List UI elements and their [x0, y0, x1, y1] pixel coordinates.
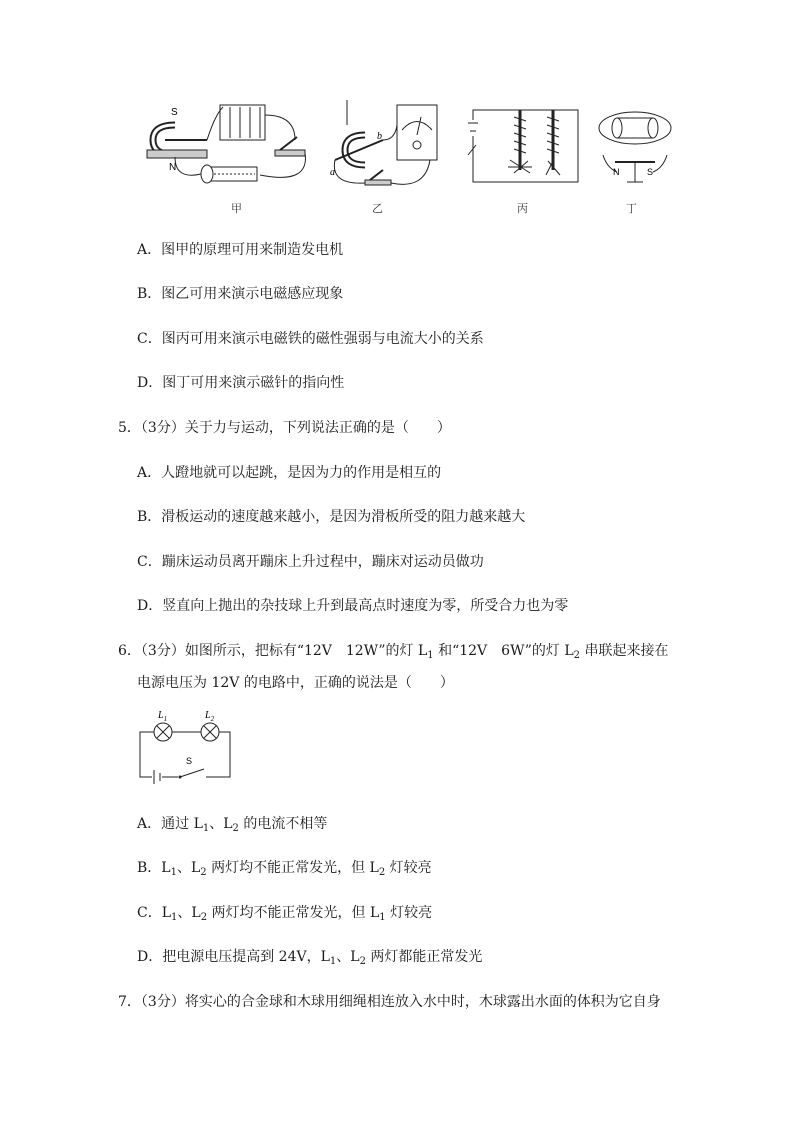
option-text: 两灯均不能正常发光，但 L [206, 860, 379, 876]
option-letter: D． [137, 598, 163, 614]
option-text: L [161, 905, 172, 921]
subscript: 1 [427, 650, 434, 661]
figure-ding [595, 100, 675, 190]
option-letter: D． [137, 949, 163, 965]
option-letter: B． [137, 860, 162, 876]
q4-option-d [137, 373, 344, 393]
q6-option-c [137, 903, 432, 923]
subscript: 2 [573, 650, 581, 661]
q5-option-b [137, 507, 525, 527]
q6-stem-line1 [118, 641, 668, 661]
q6-option-d [137, 947, 482, 967]
option-text: 图甲的原理可用来制造发电机 [161, 242, 344, 258]
q4-option-b [137, 284, 343, 304]
subscript: 2 [232, 823, 239, 834]
lamp-l1-label: $L_1$ [158, 710, 168, 723]
figure-yi [325, 95, 445, 205]
q6-option-b [137, 858, 432, 878]
option-text: 灯较亮 [385, 860, 432, 876]
q6-stem-part: 6．（3分）如图所示，把标有“12V 12W”的灯 L [118, 643, 428, 659]
figure-bing-label: 丙 [517, 202, 528, 215]
needle-n-label: N [613, 167, 620, 177]
subscript: 2 [200, 912, 208, 923]
subscript: 1 [379, 912, 386, 923]
q5-stem: 5．（3分）关于力与运动，下列说法正确的是（ ） [118, 420, 451, 436]
switch-label: S [186, 756, 193, 766]
option-text: 图丁可用来演示磁针的指向性 [162, 375, 345, 391]
q4-option-c [137, 329, 484, 349]
option-letter: B． [137, 286, 162, 302]
option-letter: A． [137, 816, 162, 832]
option-letter: C． [137, 331, 162, 347]
option-letter: C． [137, 554, 162, 570]
figure-yi-label: 乙 [372, 202, 383, 215]
q6-stem-line2: 电源电压为 12V 的电路中，正确的说法是（ ） [137, 675, 454, 691]
option-text: 灯较亮 [385, 905, 433, 921]
option-letter: D． [137, 375, 163, 391]
option-text: 通过 L [161, 816, 203, 832]
option-text: 、L [176, 860, 201, 876]
wire-b-label: b [377, 131, 382, 142]
q4-option-a [137, 240, 343, 260]
subscript: 1 [202, 823, 210, 834]
option-letter: C． [137, 905, 162, 921]
subscript: 2 [200, 867, 207, 878]
lamp-l2-label: $L_2$ [205, 710, 215, 723]
figure-bing [468, 95, 583, 190]
option-text: 的电流不相等 [238, 816, 328, 832]
option-text: 蹦床运动员离开蹦床上升过程中，蹦床对运动员做功 [161, 554, 484, 570]
option-text: 把电源电压提高到 24V，L [162, 949, 330, 965]
option-text: 竖直向上抛出的杂技球上升到最高点时速度为零，所受合力也为零 [162, 598, 569, 614]
q7-stem: 7．（3分）将实心的合金球和木球用细绳相连放入水中时，木球露出水面的体积为它自身 [118, 994, 661, 1010]
wire-a-label: a [330, 167, 335, 178]
figure-ding-label: 丁 [626, 202, 637, 215]
option-text: 两灯都能正常发光 [365, 949, 483, 965]
option-text: 、L [336, 949, 360, 965]
magnet-s-label: S [171, 107, 178, 118]
q6-option-a [137, 814, 327, 834]
q6-circuit-diagram [138, 712, 238, 782]
magnet-n-label: N [169, 162, 177, 173]
q5-option-c [137, 552, 484, 572]
option-letter: B． [137, 509, 162, 525]
subscript: 1 [171, 912, 178, 923]
option-text: 图乙可用来演示电磁感应现象 [161, 286, 344, 302]
option-text: 人蹬地就可以起跳，是因为力的作用是相互的 [161, 465, 442, 481]
figure-jia [135, 95, 315, 205]
option-letter: A． [137, 242, 162, 258]
option-text: 滑板运动的速度越来越小，是因为滑板所受的阻力越来越大 [161, 509, 526, 525]
option-text: L [161, 860, 171, 876]
subscript: 1 [329, 956, 337, 967]
option-letter: A． [137, 465, 162, 481]
subscript: 1 [170, 867, 177, 878]
q5-option-a [137, 463, 441, 483]
needle-s-label: S [647, 167, 654, 177]
q6-stem-part: 和“12V 6W”的灯 L [433, 643, 574, 659]
option-text: 两灯均不能正常发光，但 L [207, 905, 380, 921]
option-text: 、L [177, 905, 201, 921]
q6-stem-part: 串联起来接在 [580, 643, 669, 659]
option-text: 、L [209, 816, 233, 832]
q5-option-d [137, 596, 568, 616]
option-text: 图丙可用来演示电磁铁的磁性强弱与电流大小的关系 [161, 331, 484, 347]
subscript: 2 [359, 956, 366, 967]
subscript: 2 [378, 867, 386, 878]
figure-jia-label: 甲 [231, 202, 242, 215]
